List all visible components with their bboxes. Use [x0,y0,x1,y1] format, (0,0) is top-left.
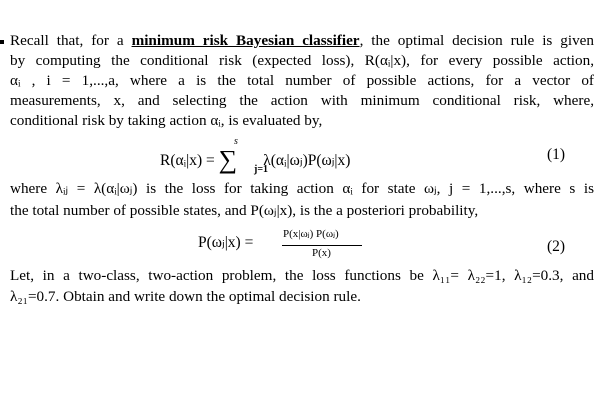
equation-1-lhs: R(αᵢ|x) = [160,152,219,169]
paragraph-1-line-3: αᵢ , i = 1,...,a, where a is the total number of possible actions, for a vector of [10,72,594,89]
equation-1-number: (1) [547,146,566,163]
paragraph-3-line-2: λ₂₁=0.7. Obtain and write down the optimal decision rule. [10,288,361,305]
paragraph-3-line-1: Let, in a two-class, two-action problem, the loss functions be λ₁₁= λ₂₂=1, λ₁₂=0.3, and [10,267,594,284]
equation-2-lhs: P(ωⱼ|x) = [198,234,254,251]
text-run: Recall that, for a [10,32,132,49]
paragraph-1-line-2: by computing the conditional risk (expected loss), R(αᵢ|x), for every possible action, [10,52,594,69]
summation-upper-limit: s [234,136,238,147]
equation-2-denominator: P(x) [312,247,331,259]
summation-lower-limit: j=1 [254,164,269,175]
equation-2-numerator: P(x|ωⱼ) P(ωⱼ) [283,228,339,240]
paragraph-2-line-2: the total number of possible states, and P(ωⱼ|x), is the a posteriori probability, [10,202,479,219]
paragraph-1-line-4: measurements, x, and selecting the action with minimum conditional risk, where, [10,92,594,109]
equation-1-rhs: λ(αᵢ|ωⱼ)P(ωⱼ|x) [263,152,351,169]
paragraph-1-line-1 [10,31,594,51]
summation-symbol: ∑ [218,145,238,174]
text-run: , the optimal decision rule is given [359,32,595,49]
fraction-bar [282,245,362,246]
bullet-marker [0,40,4,44]
paragraph-2-line-1: where λᵢⱼ = λ(αᵢ|ωⱼ) is the loss for taking action αᵢ for state ωⱼ, j = 1,...,s, where s is [10,180,594,197]
emphasized-term: minimum risk Bayesian classifier [131,32,360,49]
paragraph-1-line-5: conditional risk by taking action αᵢ, is evaluated by, [10,112,323,129]
equation-2-number: (2) [547,238,566,255]
